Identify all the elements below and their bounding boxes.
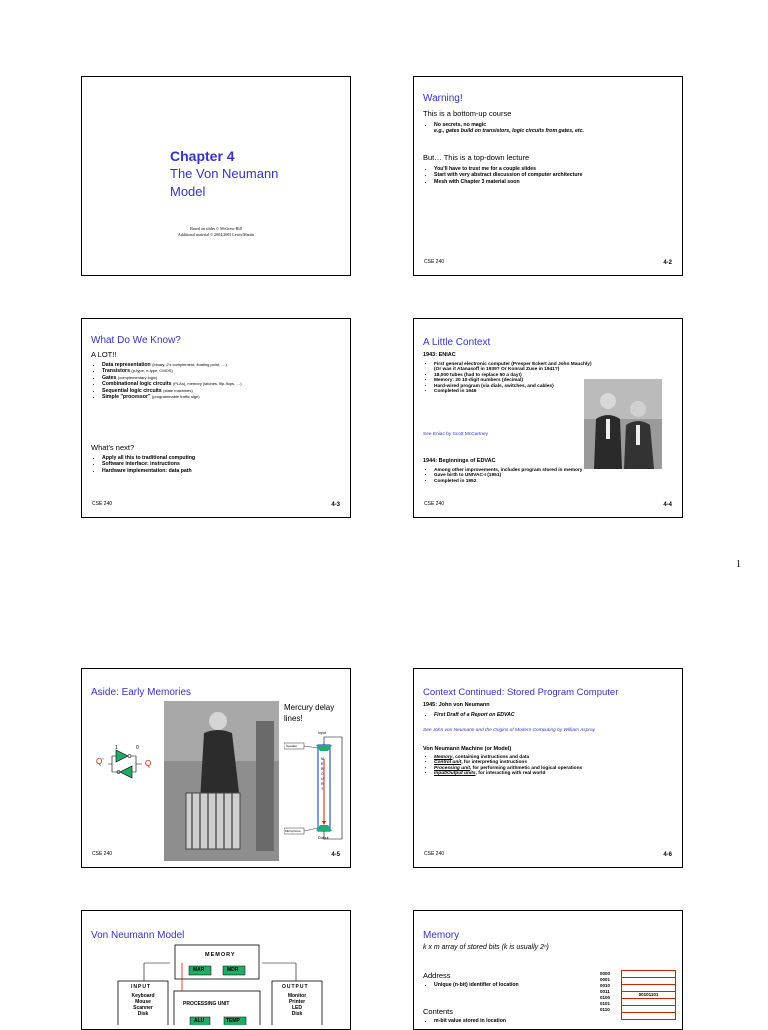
bullet-item: • No secrets, no magic	[434, 122, 684, 128]
footer-course: CSE 240	[92, 851, 113, 857]
bullet-item: • Unique (n-bit) identifier of location	[434, 982, 604, 988]
credit-line1: Based on slides © McGraw-Hill	[190, 226, 242, 231]
temp-label: TEMP	[226, 1018, 240, 1024]
memory-cell	[621, 1005, 676, 1012]
bullet-item: • Start with very abstract discussion of computer architecture	[434, 172, 684, 178]
slide-title: Aside: Early Memories	[91, 687, 192, 698]
bullet-list	[418, 1017, 604, 1024]
bullet-item: • First Draft of a Report on EDVAC	[434, 712, 684, 718]
slide-3	[81, 318, 351, 518]
address-value: 0011	[600, 989, 610, 994]
bullet-item: • Sequential logic circuits (state machines)	[102, 388, 357, 394]
bullet-item: • First general electronic computer (Presper Eckert and John Mauchly)	[434, 362, 682, 367]
input-device: Scanner	[133, 1005, 153, 1011]
bullet-item: • Among other improvements, includes program stored in memory	[434, 468, 689, 473]
line-bottom-up: This is a bottom-up course	[423, 109, 512, 118]
slide-6	[413, 668, 683, 868]
memory-cell	[621, 998, 676, 1005]
processing-unit-label: PROCESSING UNIT	[183, 1001, 230, 1007]
slide-title: Von Neumann Model	[91, 930, 185, 941]
bullet-item: • m-bit value stored in location	[434, 1018, 604, 1024]
slide-title: Context Continued: Stored Program Computer	[423, 687, 619, 698]
slide-8	[413, 910, 683, 1030]
latch-qbar-label: Q'	[96, 757, 104, 766]
address-value: 0010	[600, 983, 611, 988]
slide-5	[81, 668, 351, 868]
mercury-caption-line1: Mercury delay	[284, 703, 335, 712]
bullet-item: • You'll have to trust me for a couple slides	[434, 166, 684, 172]
label-output: Output	[318, 836, 329, 840]
bullet-item: (Or was it Atanasoff in 1939? Or Konrad Zuse in 1941?)	[434, 367, 560, 372]
latch-q-label: Q	[145, 759, 152, 768]
bullet-item: • Gates (complementary logic)	[102, 375, 357, 381]
slide-number: 4-4	[663, 502, 672, 508]
alu-label: ALU	[194, 1018, 205, 1024]
bullet-list	[418, 165, 684, 185]
bullet-item: • Apply all this to traditional computing	[102, 455, 352, 461]
bullet-item: • Combinational logic circuits (PLAs), memory (latches, flip-flops, …)	[102, 381, 357, 387]
bullet-item: • Data representation (binary, 2's complement, floating point, …)	[102, 362, 357, 368]
memory-array-line: k x m array of stored bits (k is usually 2ⁿ)	[423, 944, 549, 951]
slide-title: What Do We Know?	[91, 335, 181, 346]
line-top-down: But… This is a top-down lecture	[423, 153, 530, 162]
bullet-list	[418, 121, 684, 135]
label-speaker: Speaker	[286, 744, 298, 748]
memory-cell	[621, 1012, 676, 1020]
latch-one-label: 1	[115, 745, 118, 751]
slide-title: A Little Context	[423, 337, 491, 348]
chapter-subtitle-line1: The Von Neumann	[170, 166, 279, 181]
input-devices	[118, 993, 168, 1017]
address-value: 0000	[600, 971, 611, 976]
output-devices	[272, 993, 322, 1017]
label-microphone: Microphone	[285, 829, 301, 833]
memory-cells	[621, 970, 676, 1020]
bullet-item: • Hardware implementation: data path	[102, 468, 352, 474]
chapter-title: Chapter 4	[170, 148, 235, 164]
bullet-list	[86, 361, 357, 401]
bullet-item: • Control unit, for interpreting instructions	[434, 760, 689, 765]
line-a-lot: A LOT!!	[91, 350, 117, 359]
bullet-item: • Hard-wired program (via dials, switches, and cables)	[434, 384, 554, 389]
bullet-item: • Software interface: instructions	[102, 461, 352, 467]
address-value: 0100	[600, 995, 611, 1000]
address-column	[600, 971, 610, 1013]
footer-course: CSE 240	[92, 501, 113, 507]
memory-cell	[621, 977, 676, 984]
footer-course: CSE 240	[424, 501, 445, 507]
bullet-list	[418, 711, 684, 718]
address-heading: Address	[423, 971, 451, 980]
sub-eniac: 1943: ENIAC	[423, 352, 456, 358]
memory-label: MEMORY	[205, 952, 236, 958]
slide-title: Memory	[423, 930, 460, 941]
sub-edvac: 1944: Beginnings of EDVAC	[423, 458, 496, 464]
sub-von-neumann-machine: Von Neumann Machine (or Model)	[423, 746, 512, 752]
sub-von-neumann: 1945: John von Neumann	[423, 702, 490, 708]
bullet-list	[418, 467, 689, 484]
input-device: Disk	[137, 1011, 149, 1017]
input-device: Keyboard	[131, 993, 155, 999]
slide-1	[81, 76, 351, 276]
address-value: 0001	[600, 977, 611, 982]
early-memory-photo	[164, 701, 279, 861]
output-device: Monitor	[287, 993, 307, 999]
bullet-item: • Mesh with Chapter 3 material soon	[434, 179, 684, 185]
input-label: INPUT	[131, 984, 151, 990]
bullet-item: • Gave birth to UNIVAC-I (1951)	[434, 473, 689, 478]
slide-number: 4-2	[663, 260, 672, 266]
eniac-photo	[584, 379, 662, 469]
bullet-list	[86, 454, 352, 474]
bullet-item: • Memory: 20 10-digit numbers (decimal)	[434, 378, 579, 383]
mar-label: MAR	[193, 967, 205, 973]
contents-heading: Contents	[423, 1007, 454, 1016]
memory-cell	[621, 970, 676, 977]
bullet-item: • Transistors (p-type, n-type, CMOS)	[102, 368, 357, 374]
mercury-caption-line2: lines!	[284, 714, 303, 723]
label-input: Input	[318, 731, 326, 735]
aspray-link[interactable]: See John von Neumann and the Origins of Modern Computing by William Aspray	[423, 728, 596, 733]
footer-course: CSE 240	[424, 259, 445, 265]
output-label: OUTPUT	[282, 984, 309, 990]
slide-7	[81, 910, 351, 1030]
bullet-item: • Simple "processor" (programmable traffic sign)	[102, 394, 357, 400]
slide-4	[413, 318, 683, 518]
line-whats-next: What's next?	[91, 443, 135, 452]
mdr-label: MDR	[227, 967, 239, 973]
output-device: Printer	[288, 999, 306, 1005]
bullet-item: • Processing unit, for performing arithmetic and logical operations	[434, 766, 689, 771]
address-value: 0101	[600, 1001, 611, 1006]
bullet-item: • Completed in 1952	[434, 479, 689, 484]
latch-zero-label: 0	[136, 745, 139, 751]
slide-number: 4-5	[331, 852, 340, 858]
slide-number: 4-3	[331, 502, 340, 508]
output-device: Disk	[291, 1011, 303, 1017]
footer-course: CSE 240	[424, 851, 445, 857]
chapter-subtitle-line2: Model	[170, 184, 206, 199]
slide-title: Warning!	[423, 93, 463, 104]
input-device: Mouse	[135, 999, 151, 1005]
eniac-link[interactable]: See Eniac by Scott McCartney	[423, 432, 489, 437]
bullet-list	[418, 981, 604, 988]
slide-2	[413, 76, 683, 276]
address-value: 0110	[600, 1007, 610, 1012]
bullet-list	[418, 754, 689, 777]
bullet-item: • Memory, containing instructions and data	[434, 755, 689, 760]
output-device: LED	[292, 1005, 302, 1011]
bullet-item: • 18,000 tubes (had to replace 50 a day!)	[434, 373, 579, 378]
bullet-item: e.g., gates build on transistors, logic circuits from gates, etc.	[434, 128, 584, 134]
bullet-item: • Input/Output units, for interacting with real world	[434, 771, 689, 776]
page-number: 1	[736, 559, 741, 570]
memory-cell	[621, 984, 676, 991]
memory-cell: 00101101	[621, 991, 676, 998]
credit-line2: Additional material © 2004/2005 Lewis/Martin	[177, 232, 255, 237]
slide-number: 4-6	[663, 852, 672, 858]
bullet-item: • Completed in 1946	[434, 389, 682, 394]
label-mercury: MERCURY	[321, 757, 324, 791]
